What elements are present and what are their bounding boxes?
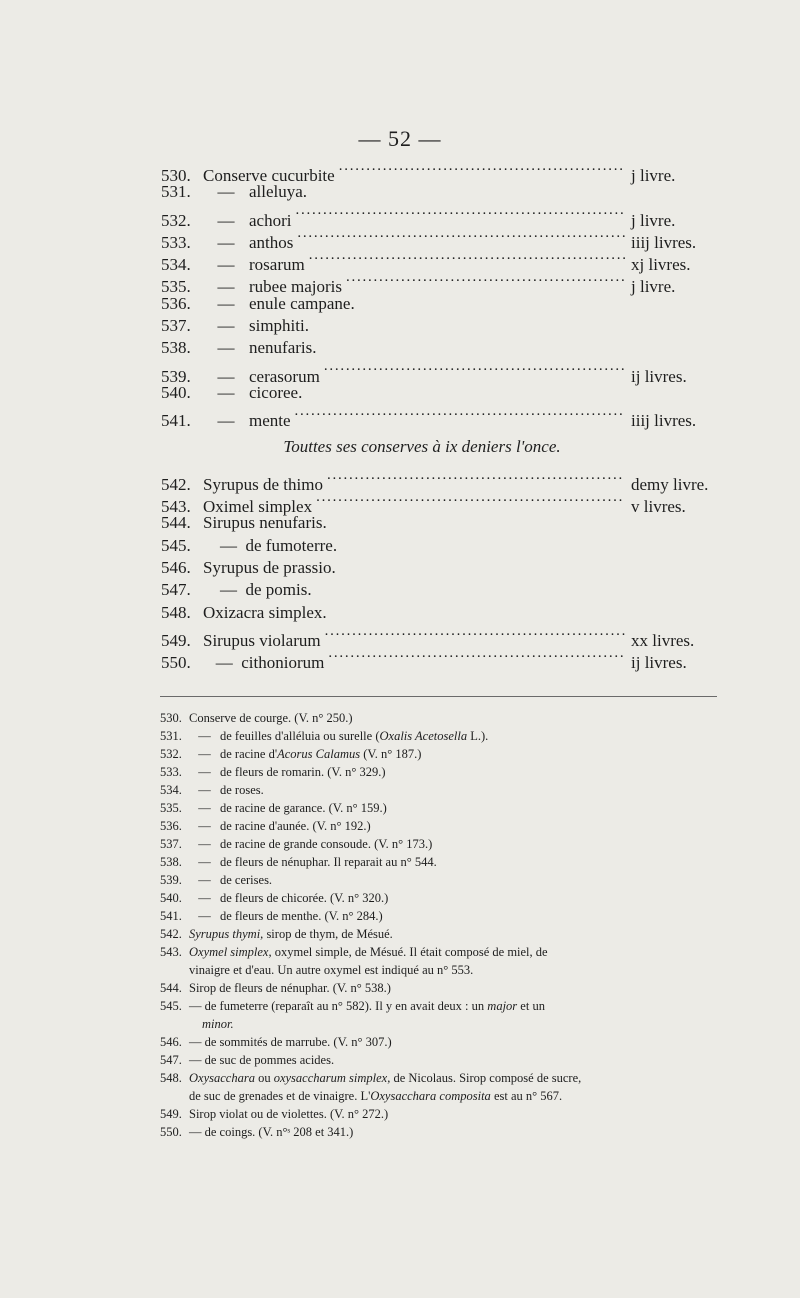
ditto-dash: — [198,837,211,851]
footnote-text: de fleurs de nénuphar. Il reparait au n° 544. [220,855,437,869]
footnote [160,907,720,925]
item-quantity: xj livres. [631,255,691,275]
item-number: 541. [161,411,191,431]
item-number: 548. [161,602,191,622]
dot-leader [295,404,625,426]
footnote-number: 542. [160,927,182,941]
footnote-continuation [160,961,720,979]
footnote-text: Oxysacchara ou oxysaccharum simplex, de Nicolaus. Sirop composé de sucre, [189,1071,582,1085]
list-item [161,535,723,557]
item-quantity: iiij livres. [631,232,697,252]
dot-leader [339,159,625,181]
item-number: 536. [161,293,191,313]
item-quantity: ij livres. [631,653,687,673]
item-number: 535. [161,277,191,297]
ditto-dash: — [198,891,211,905]
item-name: — de fumoterre. [203,535,338,555]
list-item [161,468,723,494]
item-name: — cithoniorum [203,653,325,673]
footnote-text: Sirop de fleurs de nénuphar. (V. n° 538.) [189,981,391,995]
footnote [160,763,720,781]
footnote [160,781,720,799]
list-item [161,159,723,185]
footnote-text: de racine d'aunée. (V. n° 192.) [220,819,371,833]
footnote [160,853,720,871]
item-name: cerasorum [249,366,320,386]
footnote-number: 545. [160,999,182,1013]
item-name: — de pomis. [203,580,312,600]
footnote [160,871,720,889]
item-number: 532. [161,210,191,230]
dot-leader [316,490,625,512]
footnote-text: — de suc de pommes acides. [189,1053,335,1067]
item-name: Sirupus violarum [203,630,321,650]
footnote-number: 548. [160,1071,182,1085]
list-item [161,624,723,650]
ditto-dash: — [198,909,211,923]
footnote-number: 547. [160,1053,182,1067]
footnote [160,835,720,853]
ditto-dash: — [217,382,235,402]
dot-leader [328,646,625,668]
footnote-text: de suc de grenades et de vinaigre. L'Oxysacchara composita est au n° 567. [189,1089,563,1103]
item-number: 538. [161,338,191,358]
footnote [160,1105,720,1123]
footnote [160,727,720,745]
ditto-dash: — [217,316,235,336]
dot-leader [346,270,625,292]
footnote [160,817,720,835]
item-number: 540. [161,382,191,402]
footnote-text: — de coings. (V. n°ˢ 208 et 341.) [189,1125,354,1139]
item-name: Conserve cucurbite [203,166,335,185]
footnote-text: de roses. [220,783,264,797]
item-number: 537. [161,316,191,336]
item-number: 544. [161,513,191,533]
footnote-number: 536. [160,819,182,833]
ditto-dash: — [217,338,235,358]
ditto-dash: — [198,747,211,761]
footnote-number: 546. [160,1035,182,1049]
ditto-dash: — [217,182,235,202]
footnote-number: 533. [160,765,182,779]
item-quantity: iiij livres. [631,411,697,431]
ditto-dash: — [217,255,235,275]
footnote [160,889,720,907]
item-name: simphiti. [249,316,309,336]
footnote-number: 543. [160,945,182,959]
ditto-dash: — [217,210,235,230]
footnote-text: Syrupus thymi, sirop de thym, de Mésué. [189,927,393,941]
ditto-dash: — [198,801,211,815]
ditto-dash: — [198,729,211,743]
item-name: anthos [249,232,294,252]
footnote [160,979,720,997]
footnote-divider [160,696,717,697]
item-name: mente [249,411,291,431]
item-number: 547. [161,580,191,600]
footnote-number: 531. [160,729,182,743]
item-quantity: v livres. [631,497,686,517]
footnote-text: Sirop violat ou de violettes. (V. n° 272.) [189,1107,389,1121]
ditto-dash: — [217,293,235,313]
item-number: 549. [161,630,191,650]
footnote-text: Conserve de courge. (V. n° 250.) [189,711,353,725]
list-item [161,602,723,624]
item-number: 550. [161,653,191,673]
item-name: rosarum [249,255,305,275]
item-number: 542. [161,474,191,494]
footnote-text: de fleurs de chicorée. (V. n° 320.) [220,891,389,905]
footnote [160,943,720,961]
list-item [161,315,723,337]
item-name: rubee majoris [249,277,342,297]
ditto-dash: — [198,819,211,833]
item-name: alleluya. [249,182,308,202]
footnote [160,1033,720,1051]
footnote-number: 544. [160,981,182,995]
footnote [160,709,720,727]
footnote-number: 540. [160,891,182,905]
dot-leader [309,248,625,270]
item-name: Oxizacra simplex. [203,602,327,622]
item-name: enule campane. [249,293,355,313]
footnote [160,997,720,1015]
item-quantity: j livre. [631,210,676,230]
footnote-number: 549. [160,1107,182,1121]
ditto-dash: — [198,873,211,887]
footnotes [160,709,720,1141]
dot-leader [297,226,625,248]
item-name: Syrupus de thimo [203,474,323,494]
list-item [161,360,723,386]
footnote-text: de feuilles d'alléluia ou surelle (Oxalis Acetosella L.). [220,729,489,743]
dot-leader [295,204,625,226]
item-number: 531. [161,182,191,202]
ditto-dash: — [198,765,211,779]
item-number: 539. [161,366,191,386]
footnote [160,799,720,817]
dot-leader [327,468,625,490]
item-number: 543. [161,497,191,517]
item-quantity: j livre. [631,166,676,185]
item-number: 534. [161,255,191,275]
footnote-text: de fleurs de menthe. (V. n° 284.) [220,909,383,923]
list-item [161,557,723,579]
footnote [160,1069,720,1087]
ditto-dash: — [217,366,235,386]
item-name: nenufaris. [249,338,317,358]
item-name: Sirupus nenufaris. [203,513,327,533]
footnote-number: 532. [160,747,182,761]
footnote [160,925,720,943]
footnote-text: Oxymel simplex, oxymel simple, de Mésué. Il était composé de miel, de [189,945,548,959]
list-item [161,579,723,601]
item-number: 546. [161,558,191,578]
item-name: cicoree. [249,382,303,402]
footnote-continuation [160,1015,720,1033]
footnote-text: vinaigre et d'eau. Un autre oxymel est indiqué au n° 553. [189,963,474,977]
footnote-number: 530. [160,711,182,725]
footnote-text: — de fumeterre (reparaît au n° 582). Il y en avait deux : un major et un [189,999,545,1013]
footnote-number: 534. [160,783,182,797]
footnote-text: de racine de garance. (V. n° 159.) [220,801,387,815]
item-quantity: xx livres. [631,630,695,650]
item-name: achori [249,210,292,230]
list-item [161,404,723,431]
footnote-continuation [160,1087,720,1105]
page-number: — 52 — [358,126,442,151]
item-number: 530. [161,166,191,185]
footnote-text: minor. [202,1017,234,1031]
ditto-dash: — [217,411,235,431]
footnote-number: 541. [160,909,182,923]
footnote [160,745,720,763]
list-item [161,204,723,230]
item-quantity: ij livres. [631,366,687,386]
item-number: 545. [161,535,191,555]
inventory-list [161,159,723,673]
footnote-text: de racine de grande consoude. (V. n° 173.) [220,837,433,851]
footnote-text: — de sommités de marrube. (V. n° 307.) [189,1035,392,1049]
ditto-dash: — [198,783,211,797]
list-item [161,337,723,359]
footnote-text: de cerises. [220,873,273,887]
footnote-number: 537. [160,837,182,851]
item-name: Oximel simplex [203,497,313,517]
section-subtitle: Touttes ses conserves à ix deniers l'once. [283,436,561,456]
footnote-text: de racine d'Acorus Calamus (V. n° 187.) [220,747,422,761]
item-name: Syrupus de prassio. [203,558,336,578]
footnote-number: 539. [160,873,182,887]
ditto-dash: — [217,232,235,252]
footnote-number: 535. [160,801,182,815]
footnote-number: 550. [160,1125,182,1139]
item-quantity: j livre. [631,277,676,297]
item-quantity: demy livre. [631,474,709,494]
ditto-dash: — [198,855,211,869]
footnote-text: de fleurs de romarin. (V. n° 329.) [220,765,386,779]
footnote [160,1123,720,1141]
footnote-number: 538. [160,855,182,869]
dot-leader [324,360,625,382]
footnote [160,1051,720,1069]
ditto-dash: — [217,277,235,297]
item-number: 533. [161,232,191,252]
dot-leader [325,624,625,646]
